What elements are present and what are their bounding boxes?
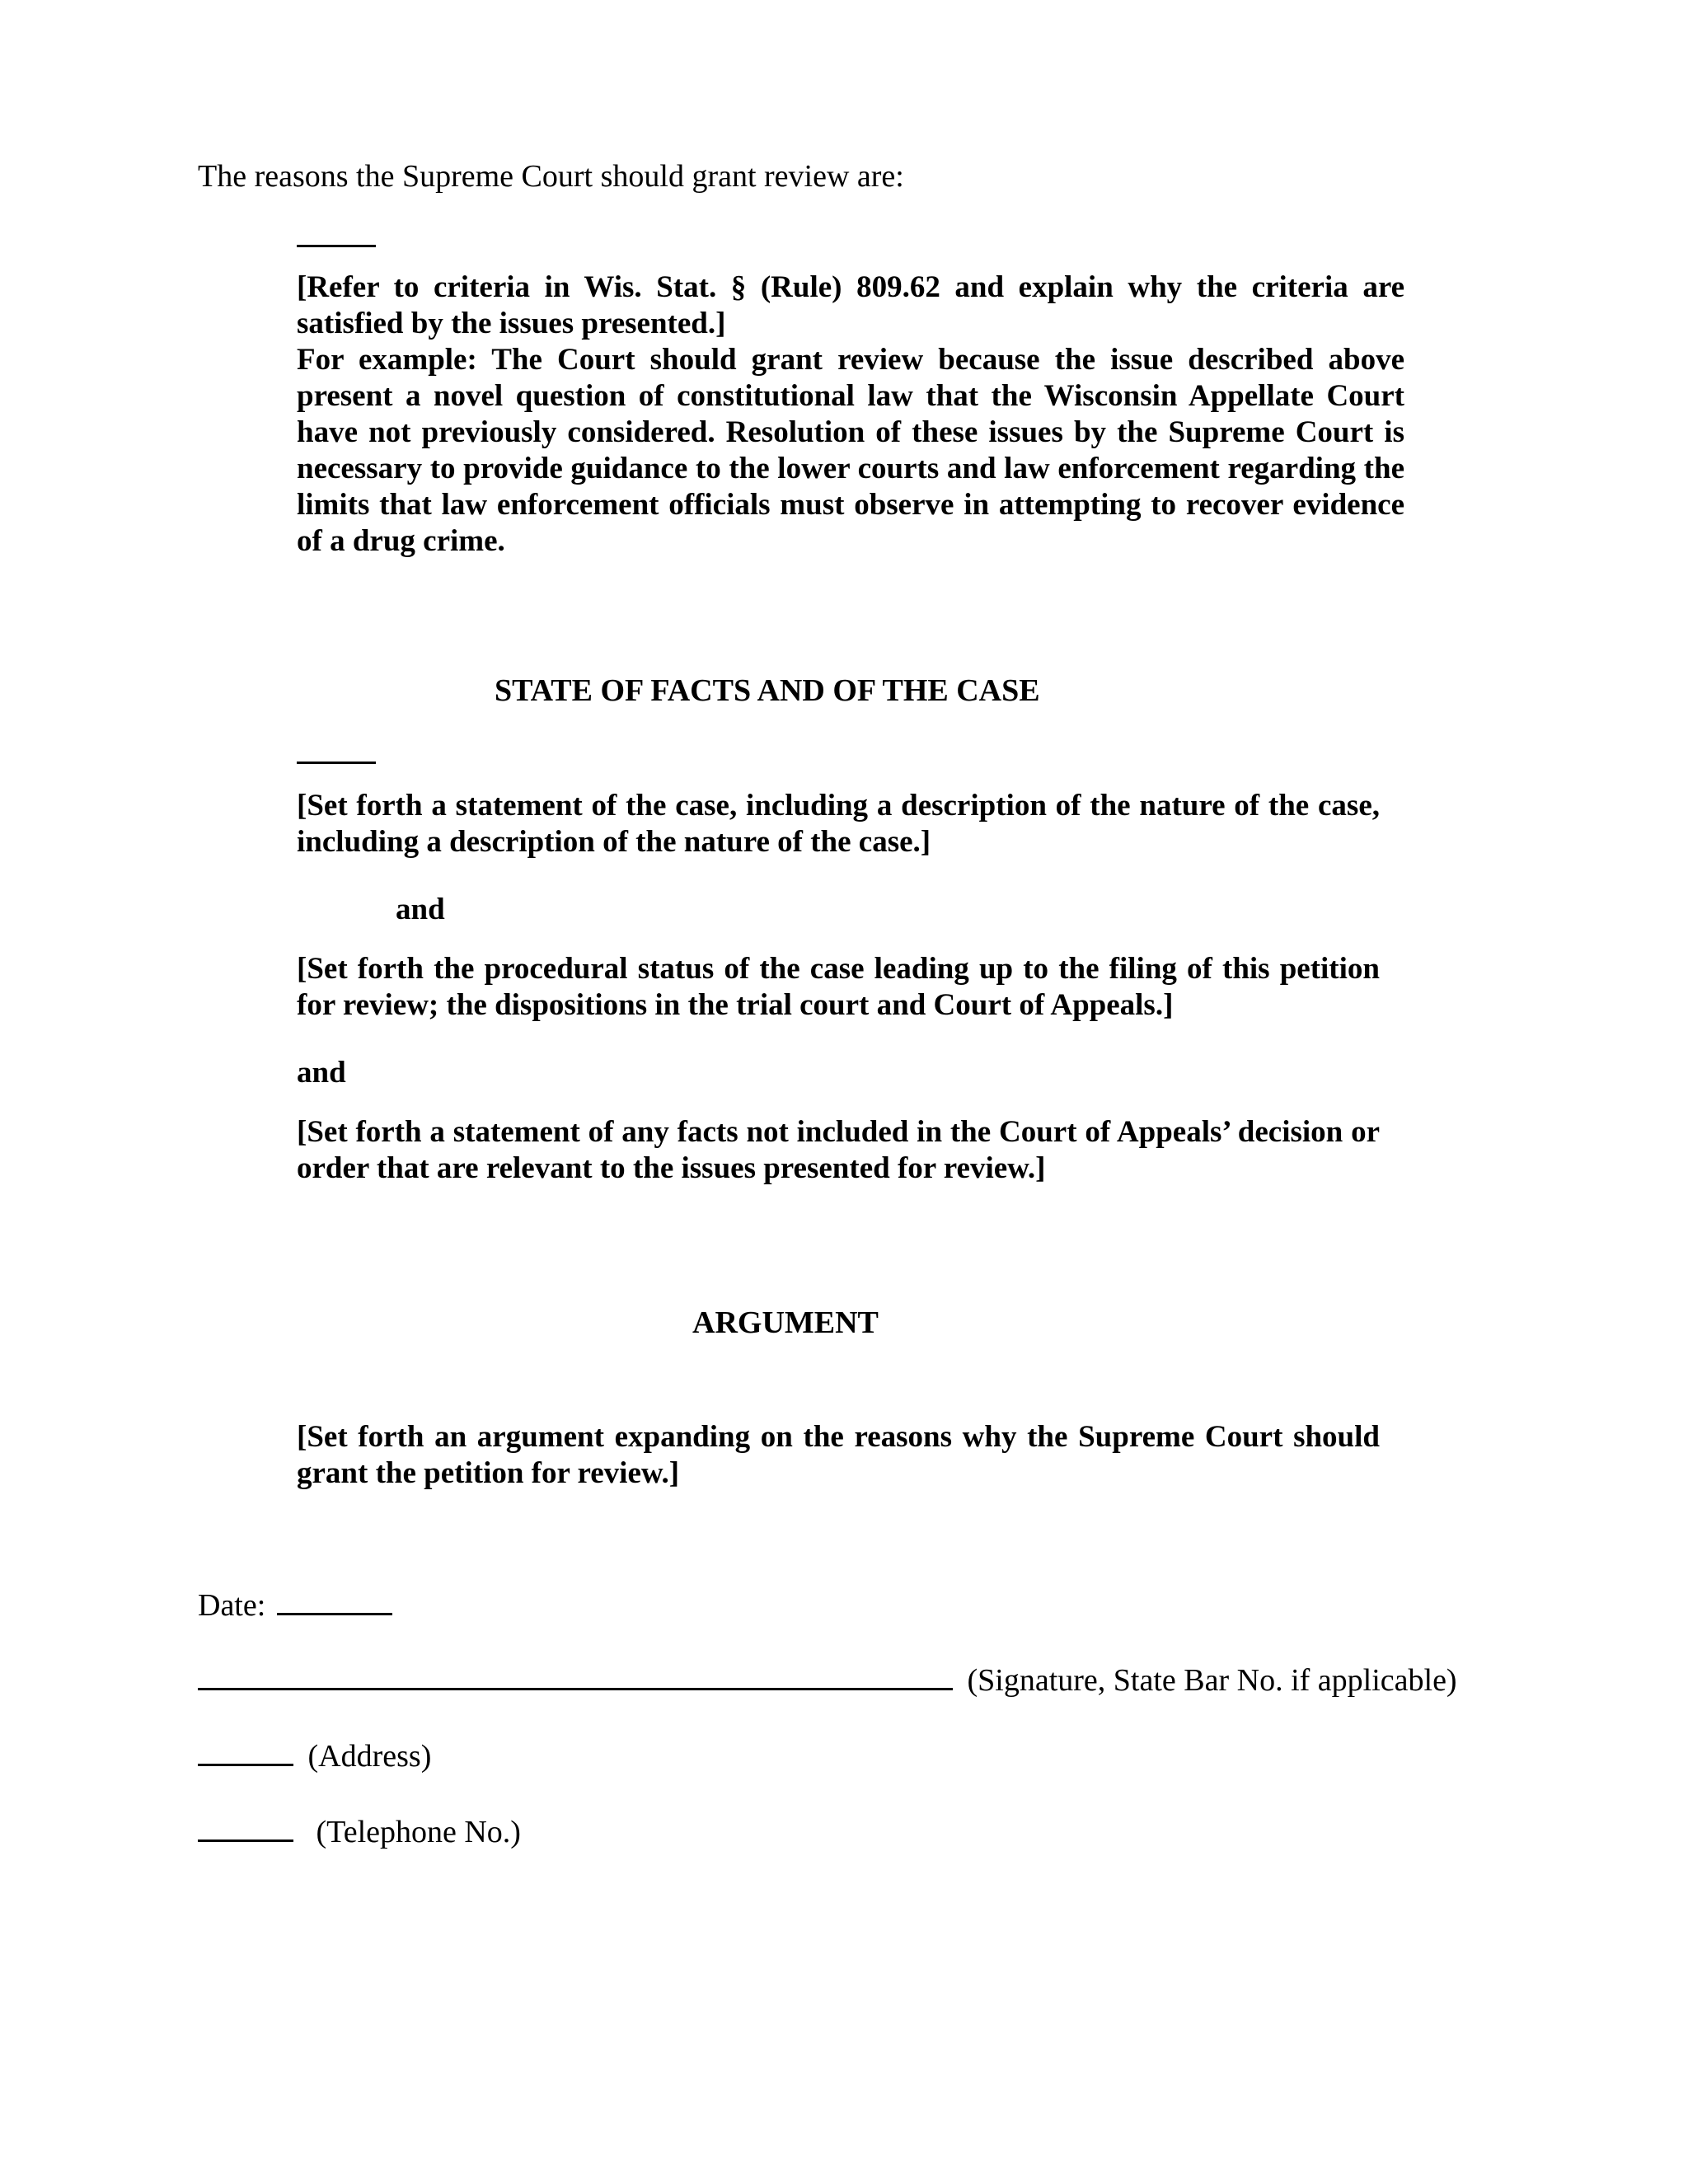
signature-line <box>198 1661 1457 1700</box>
and-connector: and <box>396 893 445 926</box>
date-blank <box>277 1613 392 1615</box>
address-line <box>198 1736 431 1776</box>
reasons-block <box>297 269 1404 560</box>
telephone-line <box>198 1812 521 1852</box>
date-label: Date: <box>198 1588 266 1623</box>
facts-statement: [Set forth a statement of the case, including a description of the nature of the case, including a description of the nature of the case.] <box>297 789 1380 859</box>
and-connector: and <box>297 1056 346 1090</box>
facts-heading: STATE OF FACTS AND OF THE CASE <box>495 673 1040 708</box>
date-line <box>198 1586 392 1625</box>
blank-line <box>297 762 376 764</box>
argument-heading: ARGUMENT <box>692 1305 879 1340</box>
facts-additional: [Set forth a statement of any facts not included in the Court of Appeals’ decision or order that are relevant to the issues presented for review.] <box>297 1115 1380 1185</box>
blank-line <box>297 245 376 247</box>
signature-blank <box>198 1688 953 1690</box>
argument-text: [Set forth an argument expanding on the reasons why the Supreme Court should grant the petition for review.] <box>297 1420 1380 1490</box>
intro-text: The reasons the Supreme Court should grant review are: <box>198 159 904 194</box>
address-label: (Address) <box>307 1739 432 1774</box>
facts-procedural: [Set forth the procedural status of the case leading up to the filing of this petition for review; the dispositions in the trial court and Court of Appeals.] <box>297 952 1380 1022</box>
signature-label: (Signature, State Bar No. if applicable) <box>967 1663 1457 1698</box>
address-blank <box>198 1764 293 1766</box>
example-paragraph: For example: The Court should grant review because the issue described above present a novel question of constitutional law that the Wisconsin Appellate Court have not previously considered. Resolution of these issues by the Supreme Court is necessary to provide guidance to the lower courts and law enforcement regarding the limits that law enforcement officials must observe in attempting to recover evidence of a drug crime. <box>297 343 1404 558</box>
telephone-label: (Telephone No.) <box>316 1815 521 1849</box>
criteria-paragraph: [Refer to criteria in Wis. Stat. § (Rule) 809.62 and explain why the criteria are satisfied by the issues presented.] <box>297 270 1404 340</box>
telephone-blank <box>198 1840 293 1842</box>
